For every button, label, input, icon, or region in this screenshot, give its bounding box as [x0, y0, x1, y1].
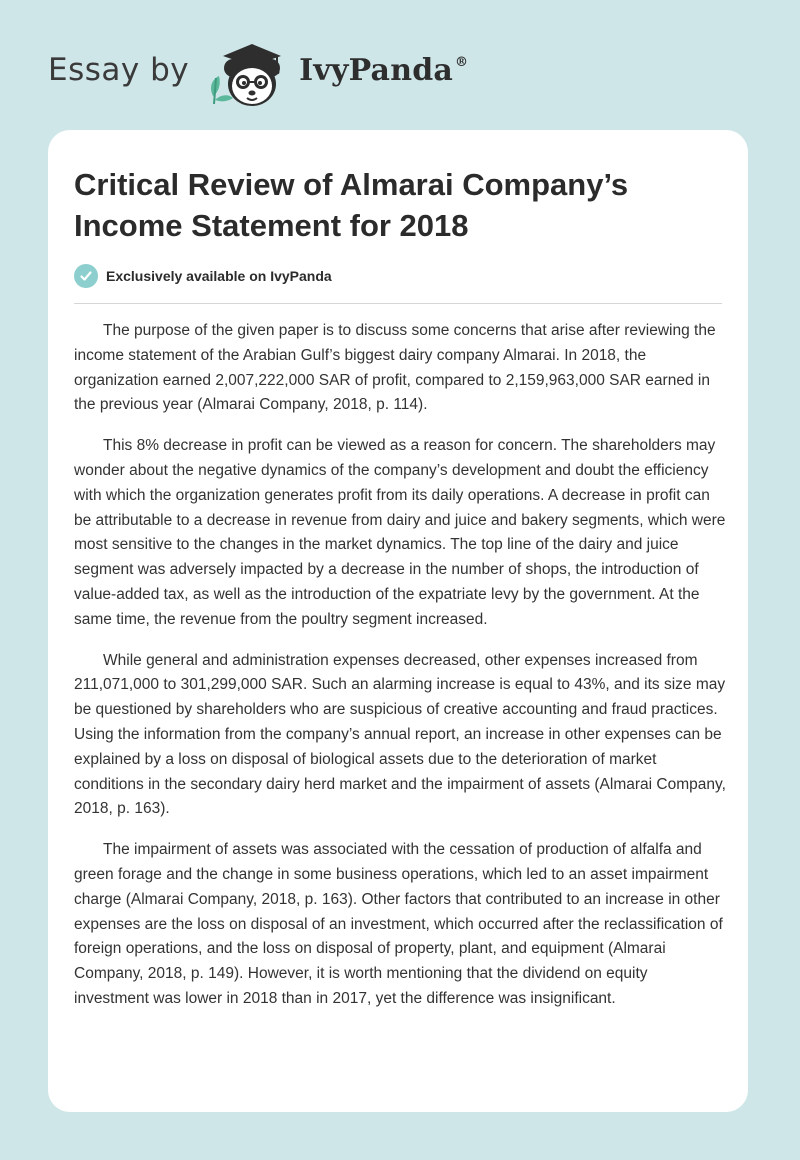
- exclusive-badge-label: Exclusively available on IvyPanda: [106, 268, 332, 284]
- brand-name[interactable]: [299, 53, 468, 88]
- essay-body: [74, 319, 726, 1028]
- exclusive-badge: [74, 264, 332, 288]
- essay-card: [48, 130, 748, 1112]
- paragraph: While general and administration expenses decreased, other expenses increased from 211,071,000 to 301,299,000 SAR. Such an alarming increase is equal to 43%, and its size may be questioned by shareholders who are suspicious of creative accounting and fraud practices. Using the information from the company’s annual report, an increase in other expenses can be explained by a loss on disposal of biological assets due to the deterioration of market conditions in the secondary dairy herd market and the impairment of assets (Almarai Company, 2018, p. 163).: [74, 651, 726, 818]
- site-header: [48, 30, 468, 110]
- divider: [74, 303, 722, 304]
- paragraph: The purpose of the given paper is to discuss some concerns that arise after reviewing the income statement of the Arabian Gulf’s biggest dairy company Almarai. In 2018, the organization earned 2,007,222,000 SAR of profit, compared to 2,159,963,000 SAR earned in the previous year (Almarai Company, 2018, p. 114).: [74, 322, 716, 414]
- brand-text: IvyPanda: [299, 52, 454, 88]
- paragraph: This 8% decrease in profit can be viewed as a reason for concern. The shareholders may wonder about the negative dynamics of the company’s development and doubt the efficiency with which the organization generates profit from its daily operations. A decrease in profit can be attributable to a decrease in revenue from dairy and juice and bakery segments, which were most sensitive to the changes in the market dynamics. The top line of the dairy and juice segment was adversely impacted by a decrease in the number of shops, the introduction of value-added tax, as well as the introduction of the expatriate levy by the government. At the same time, the revenue from the poultry segment increased.: [74, 437, 726, 628]
- paragraph: The impairment of assets was associated with the cessation of production of alfalfa and green forage and the change in some business operations, which led to an asset impairment charge (Almarai Company, 2018, p. 163). Other factors that contributed to an increase in other expenses are the loss on disposal of an investment, which occurred after the reclassification of foreign operations, and the loss on disposal of property, plant, and equipment (Almarai Company, 2018, p. 149). However, it is worth mentioning that the dividend on equity investment was lower in 2018 than in 2017, yet the difference was insignificant.: [74, 841, 723, 1007]
- registered-mark: ®: [455, 54, 469, 70]
- check-icon: [74, 264, 98, 288]
- essay-title: Critical Review of Almarai Company’s Income Statement for 2018: [74, 167, 629, 243]
- panda-graduate-logo-icon[interactable]: [203, 30, 295, 110]
- essay-by-label: Essay by: [48, 52, 190, 88]
